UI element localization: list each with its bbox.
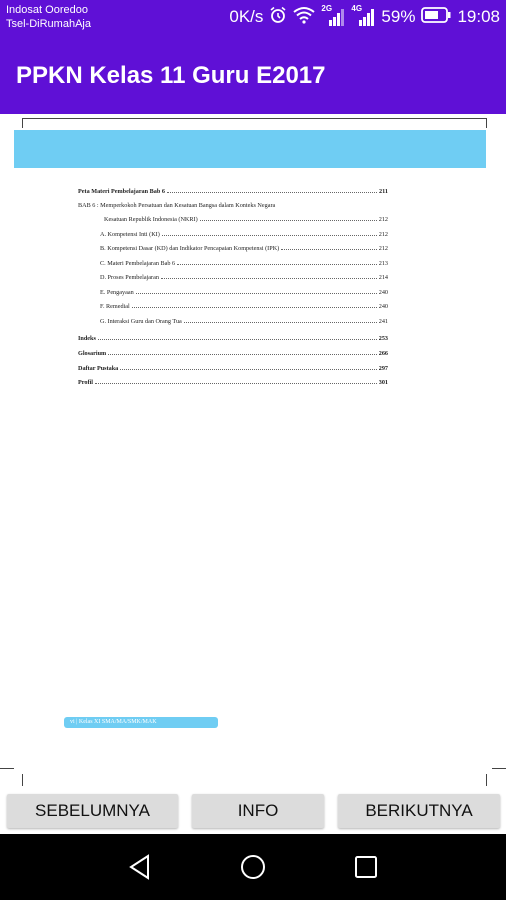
carrier-line-2: Tsel-DiRumahAja bbox=[6, 18, 91, 30]
toc-row: E. Pengayaan 240 bbox=[100, 289, 388, 296]
crop-mark bbox=[492, 768, 506, 769]
status-bar bbox=[0, 0, 506, 34]
network-speed: 0K/s bbox=[229, 7, 264, 26]
toc-row: Daftar Pustaka 297 bbox=[78, 365, 388, 372]
crop-mark bbox=[486, 774, 487, 786]
page-footer-tag: vi | Kelas XI SMA/MA/SMK/MAK bbox=[64, 717, 218, 728]
crop-mark bbox=[0, 768, 14, 769]
toc-row: Profil 301 bbox=[78, 379, 388, 386]
app-title: PPKN Kelas 11 Guru E2017 bbox=[16, 62, 326, 89]
app-bar bbox=[0, 34, 506, 114]
crop-mark bbox=[22, 118, 486, 119]
carrier-info bbox=[6, 3, 91, 31]
navigation-buttons bbox=[0, 790, 506, 834]
alarm-icon bbox=[269, 6, 287, 29]
back-icon[interactable] bbox=[126, 853, 154, 881]
signal-icon bbox=[321, 4, 345, 26]
battery-icon bbox=[421, 7, 451, 28]
system-navigation-bar bbox=[0, 834, 506, 900]
toc-row: Glosarium 266 bbox=[78, 350, 388, 357]
page-header-band bbox=[14, 130, 486, 168]
recents-icon[interactable] bbox=[352, 853, 380, 881]
toc-row: A. Kompetensi Inti (KI) 212 bbox=[100, 231, 388, 238]
toc-row: BAB 6 : Memperkokoh Persatuan dan Kesatuan Bangsa dalam Konteks Negara bbox=[78, 202, 276, 209]
crop-mark bbox=[486, 118, 487, 128]
toc-row: Kesatuan Republik Indonesia (NKRI) 212 bbox=[104, 216, 388, 223]
toc-row: G. Interaksi Guru dan Orang Tua 241 bbox=[100, 318, 388, 325]
signal-4g-icon bbox=[351, 4, 375, 26]
battery-percent: 59% bbox=[381, 7, 416, 26]
info-button[interactable]: INFO bbox=[192, 794, 324, 828]
toc-row: F. Remedial 240 bbox=[100, 303, 388, 310]
wifi-icon bbox=[293, 6, 315, 29]
crop-mark bbox=[22, 118, 23, 128]
next-button[interactable]: BERIKUTNYA bbox=[338, 794, 500, 828]
status-indicators bbox=[229, 4, 500, 27]
toc-row: Indeks 253 bbox=[78, 335, 388, 342]
previous-button[interactable]: SEBELUMNYA bbox=[7, 794, 178, 828]
network-4g-label: 4G bbox=[351, 4, 363, 13]
home-icon[interactable] bbox=[239, 853, 267, 881]
crop-mark bbox=[22, 774, 23, 786]
toc-row: D. Proses Pembelajaran 214 bbox=[100, 274, 388, 281]
toc-row: B. Kompetensi Dasar (KD) dan Indikator Pencapaian Kompetensi (IPK) 212 bbox=[100, 245, 388, 252]
clock: 19:08 bbox=[457, 7, 500, 26]
network-2g-label: 2G bbox=[321, 4, 333, 13]
toc-row: Peta Materi Pembelajaran Bab 6 211 bbox=[78, 188, 388, 195]
toc-row: C. Materi Pembelajaran Bab 6 213 bbox=[100, 260, 388, 267]
carrier-line-1: Indosat Ooredoo bbox=[6, 4, 88, 16]
document-viewer[interactable] bbox=[0, 114, 506, 790]
